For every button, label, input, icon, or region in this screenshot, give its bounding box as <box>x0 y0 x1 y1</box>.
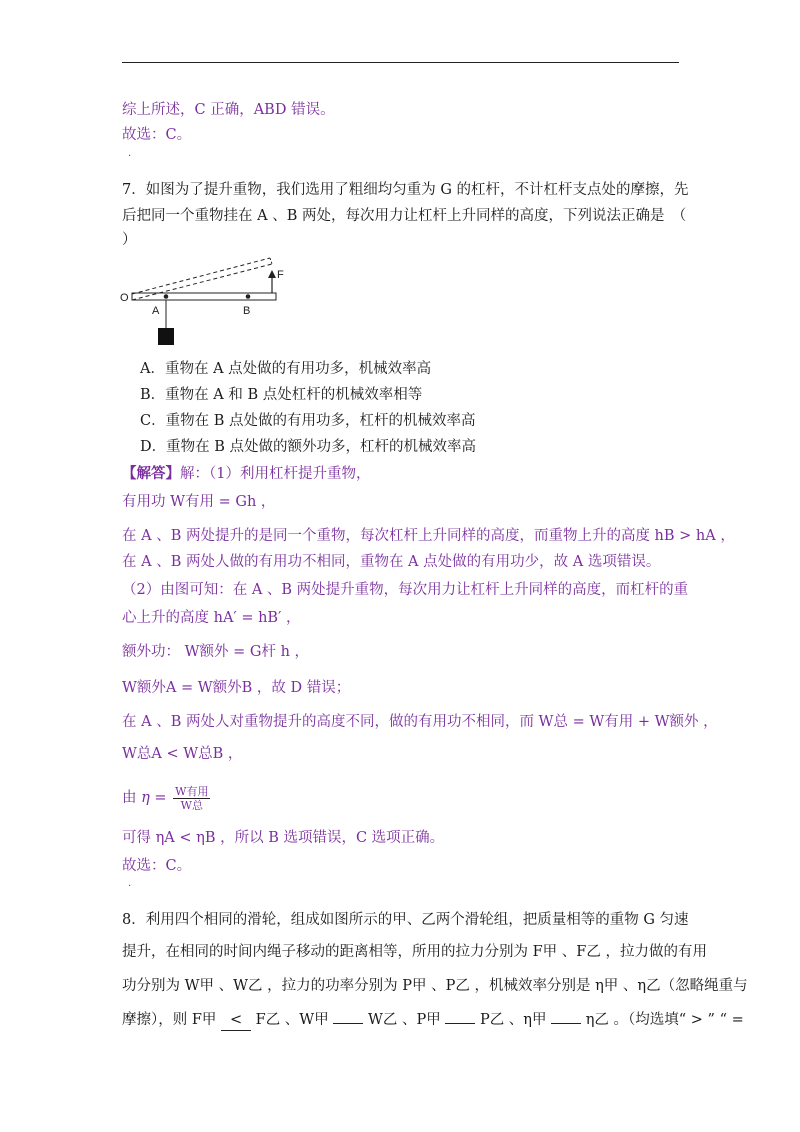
total-work-line: 在 A 、B 两处人对重物提升的高度不同，做的有用功不相同，而 W总 = W有用 + W额外 ， <box>122 714 718 730</box>
q7-option-c: C．重物在 B 点处做的有用功多，杠杆的机械效率高 <box>140 413 476 429</box>
q7-option-d: D．重物在 B 点处做的额外功多，杠杆的机械效率高 <box>140 439 476 455</box>
raised-lever-top <box>132 258 270 294</box>
q7-answer-line <box>122 464 370 484</box>
solution-line-a1: 在 A 、B 两处提升的是同一个重物，每次杠杆上升同样的高度，而重物上升的高度 hB > hA ， <box>122 528 735 544</box>
answer-blank-1[interactable]: < <box>221 1010 251 1031</box>
header-rule <box>122 62 679 63</box>
extra-work-formula: 额外功： W额外 = G杆 h ， <box>122 644 310 660</box>
q8-line4-b: F乙 、W甲 <box>255 1012 329 1028</box>
q8-line4-d: P乙 、η甲 <box>479 1012 547 1028</box>
q7-option-a: A．重物在 A 点处做的有用功多，机械效率高 <box>140 361 432 377</box>
eta-prefix: 由 <box>122 790 137 806</box>
answer-blank-3[interactable] <box>445 1023 475 1024</box>
solution-conclusion: 可得 ηA < ηB ，所以 B 选项错误，C 选项正确。 <box>122 830 445 846</box>
prev-summary: 综上所述，C 正确，ABD 错误。 <box>122 102 335 118</box>
answer-intro: 解：（1）利用杠杆提升重物， <box>180 466 371 482</box>
paragraph-mark: . <box>128 878 132 889</box>
point-b-marker <box>246 294 251 299</box>
paragraph-mark: . <box>128 148 132 159</box>
force-label: F <box>277 269 284 281</box>
q7-option-b: B．重物在 A 和 B 点处杠杆的机械效率相等 <box>140 387 423 403</box>
q8-line4 <box>122 1010 744 1031</box>
q8-line4-e: η乙 。（均选填“ > ” “ = <box>585 1012 744 1028</box>
point-a-marker <box>164 294 169 299</box>
q8-line4-c: W乙 、P甲 <box>367 1012 441 1028</box>
eta-numerator: W有用 <box>175 784 209 798</box>
pivot-label: O <box>120 292 129 304</box>
weight-block <box>158 328 174 345</box>
q8-line1: 8．利用四个相同的滑轮，组成如图所示的甲、乙两个滑轮组，把质量相等的重物 G 匀速 <box>122 912 689 928</box>
lever-figure <box>118 250 288 350</box>
answer-blank-4[interactable] <box>551 1023 581 1024</box>
solution-line-b1: （2）由图可知：在 A 、B 两处提升重物，每次用力让杠杆上升同样的高度，而杠杆的重 <box>122 582 689 598</box>
point-b-label: B <box>243 305 251 317</box>
point-a-label: A <box>152 305 160 317</box>
eta-denominator: W总 <box>180 798 203 812</box>
total-work-compare: W总A < W总B ， <box>122 746 243 762</box>
solution-line-a2: 在 A 、B 两处人做的有用功不相同，重物在 A 点处做的有用功少，故 A 选项错误。 <box>122 554 661 570</box>
prev-choose: 故选：C。 <box>122 127 192 143</box>
efficiency-formula <box>122 784 212 812</box>
q8-line2: 提升，在相同的时间内绳子移动的距离相等，所用的拉力分别为 F甲 、F乙 ，拉力做的有用 <box>122 944 707 960</box>
useful-work-formula: 有用功 W有用 = Gh ， <box>122 494 276 510</box>
force-arrow-head <box>268 270 276 278</box>
extra-work-equal: W额外A = W额外B ，故 D 错误； <box>122 680 351 696</box>
eta-fraction <box>173 785 210 812</box>
solution-line-b2: 心上升的高度 hA′ = hB′ ， <box>122 610 301 626</box>
raised-lever-bottom <box>132 264 272 300</box>
q7-stem-line2: 后把同一个重物挂在 A 、B 两处，每次用力让杠杆上升同样的高度，下列说法正确是 （ <box>122 208 687 224</box>
q7-stem-line3: ） <box>122 232 137 248</box>
q8-line4-a: 摩擦），则 F甲 <box>122 1012 217 1028</box>
q7-stem-line1: 7．如图为了提升重物，我们选用了粗细均匀重为 G 的杠杆，不计杠杆支点处的摩擦，先 <box>122 182 689 198</box>
q7-choose: 故选：C。 <box>122 858 192 874</box>
eta-lhs: η = <box>141 790 167 806</box>
answer-blank-2[interactable] <box>333 1023 363 1024</box>
q8-line3: 功分别为 W甲 、W乙 ，拉力的功率分别为 P甲 、P乙 ，机械效率分别是 η甲 、η乙（忽略绳重与 <box>122 978 748 994</box>
answer-header: 【解答】 <box>122 465 180 482</box>
